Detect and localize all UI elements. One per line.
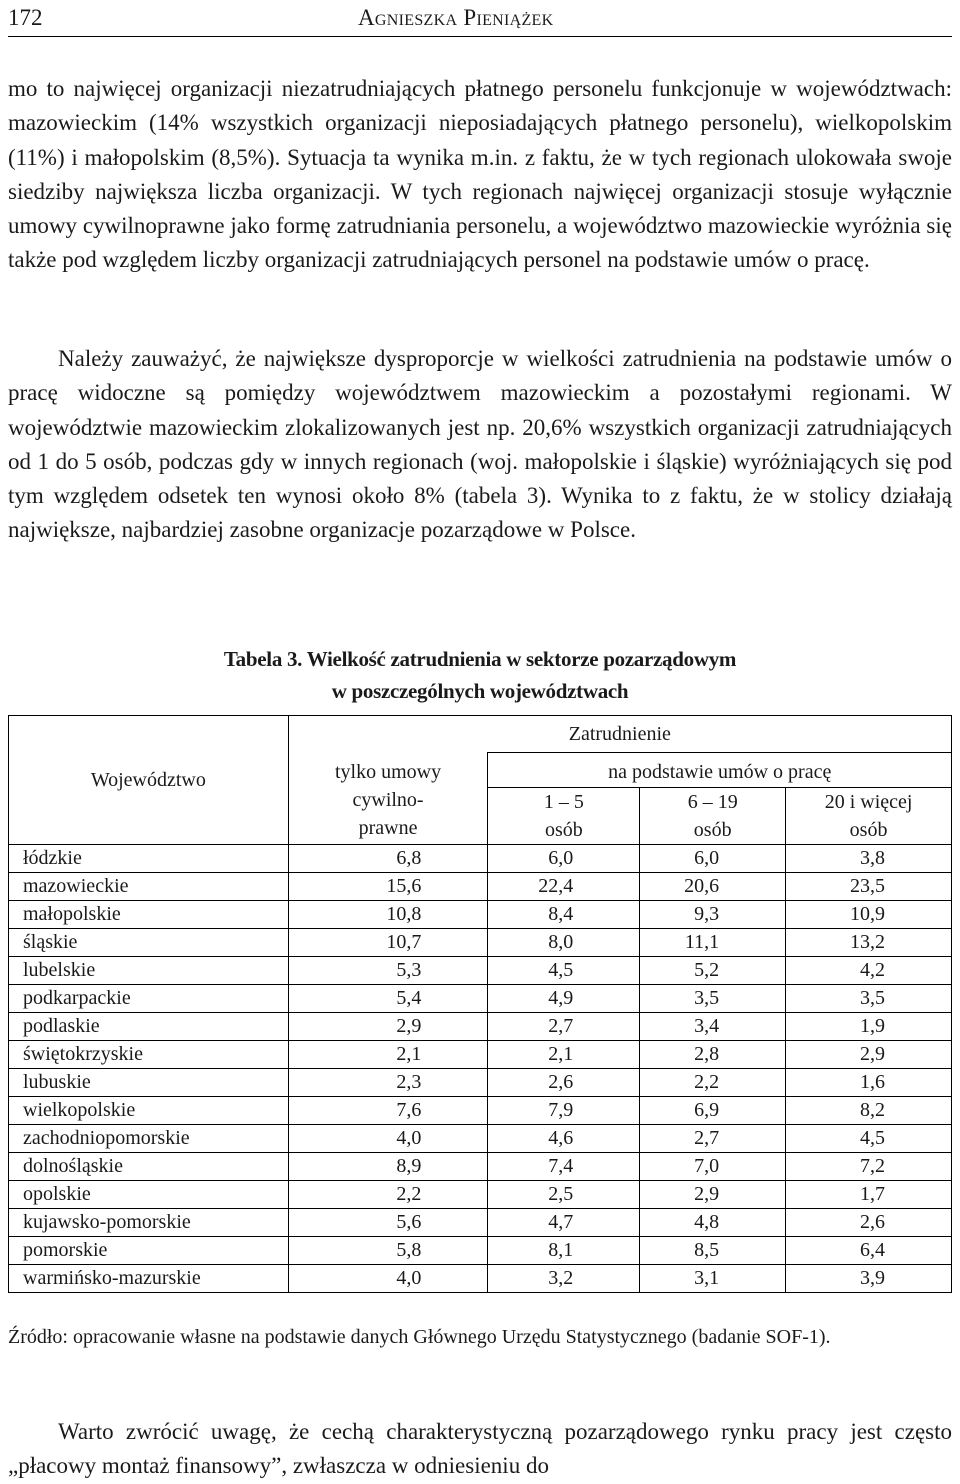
region-name-cell: lubuskie xyxy=(9,1069,289,1097)
region-name-cell: śląskie xyxy=(9,929,289,957)
header-6-19-line-2: osób xyxy=(693,819,732,841)
table-row xyxy=(9,957,952,985)
table-row xyxy=(9,985,952,1013)
value-cell: 7,6 xyxy=(288,1097,488,1125)
table-row xyxy=(9,1097,952,1125)
table-row xyxy=(9,845,952,873)
table-row xyxy=(9,873,952,901)
value-cell: 1,7 xyxy=(786,1181,952,1209)
table-caption-line-1: Tabela 3. Wielkość zatrudnienia w sektorze pozarządowym xyxy=(223,647,737,671)
value-cell: 7,9 xyxy=(488,1097,640,1125)
value-cell: 2,1 xyxy=(488,1041,640,1069)
value-cell: 3,9 xyxy=(786,1265,952,1293)
table-row xyxy=(9,1069,952,1097)
value-cell: 3,5 xyxy=(640,985,786,1013)
header-1-5-line-2: osób xyxy=(544,819,583,841)
value-cell: 4,7 xyxy=(488,1209,640,1237)
value-cell: 7,0 xyxy=(640,1153,786,1181)
value-cell: 5,2 xyxy=(640,957,786,985)
header-20-plus-line-1: 20 i więcej xyxy=(824,791,913,813)
table-row xyxy=(9,901,952,929)
table-source-note: Źródło: opracowanie własne na podstawie danych Głównego Urzędu Statystycznego (badanie SOF-1). xyxy=(8,1326,831,1348)
header-civil-only-line-2: cywilno- xyxy=(352,789,424,812)
value-cell: 23,5 xyxy=(786,873,952,901)
region-name-cell: zachodniopomorskie xyxy=(9,1125,289,1153)
value-cell: 22,4 xyxy=(488,873,640,901)
table-header xyxy=(9,716,952,845)
region-name-cell: podkarpackie xyxy=(9,985,289,1013)
table-row xyxy=(9,1041,952,1069)
value-cell: 6,0 xyxy=(640,845,786,873)
region-name-cell: pomorskie xyxy=(9,1237,289,1265)
region-name-cell: świętokrzyskie xyxy=(9,1041,289,1069)
value-cell: 2,9 xyxy=(288,1013,488,1041)
header-employment: Zatrudnienie xyxy=(288,716,951,753)
paragraph-1: mo to najwięcej organizacji niezatrudniających płatnego personelu funkcjonuje w województwach: mazowieckim (14% wszystkich organizacji nieposiadających płatnego personelu), wielkopolskim (11%) i małopolskim (8,5%). Sytuacja ta wynika m.in. z faktu, że w tych regionach ulokowała swoje siedziby największa liczba organizacji. W tych regionach najwięcej organizacji stosuje wyłącznie umowy cywilnoprawne jako formę zatrudniania personelu, a województwo mazowieckie wyróżnia się także pod względem liczby organizacji zatrudniających personel na podstawie umów o pracę. xyxy=(8,76,952,273)
value-cell: 3,2 xyxy=(488,1265,640,1293)
value-cell: 3,1 xyxy=(640,1265,786,1293)
header-20-plus-line-2: osób xyxy=(849,819,888,841)
region-name-cell: podlaskie xyxy=(9,1013,289,1041)
header-20-plus xyxy=(786,788,952,845)
value-cell: 7,2 xyxy=(786,1153,952,1181)
value-cell: 4,5 xyxy=(488,957,640,985)
value-cell: 4,6 xyxy=(488,1125,640,1153)
value-cell: 5,4 xyxy=(288,985,488,1013)
table-row xyxy=(9,1209,952,1237)
value-cell: 8,9 xyxy=(288,1153,488,1181)
table-row xyxy=(9,929,952,957)
region-name-cell: łódzkie xyxy=(9,845,289,873)
region-name-cell: małopolskie xyxy=(9,901,289,929)
value-cell: 11,1 xyxy=(640,929,786,957)
value-cell: 10,9 xyxy=(786,901,952,929)
table-row xyxy=(9,1237,952,1265)
value-cell: 20,6 xyxy=(640,873,786,901)
value-cell: 10,8 xyxy=(288,901,488,929)
header-6-19-line-1: 6 – 19 xyxy=(687,791,738,813)
value-cell: 2,3 xyxy=(288,1069,488,1097)
header-region: Województwo xyxy=(9,716,289,845)
header-civil-only-line-1: tylko umowy xyxy=(334,761,442,784)
value-cell: 4,0 xyxy=(288,1265,488,1293)
value-cell: 2,5 xyxy=(488,1181,640,1209)
region-name-cell: dolnośląskie xyxy=(9,1153,289,1181)
page-header xyxy=(8,0,952,37)
value-cell: 5,3 xyxy=(288,957,488,985)
table-caption-line-2: w poszczególnych województwach xyxy=(331,679,629,703)
value-cell: 4,0 xyxy=(288,1125,488,1153)
value-cell: 2,7 xyxy=(640,1125,786,1153)
region-name-cell: mazowieckie xyxy=(9,873,289,901)
region-name-cell: wielkopolskie xyxy=(9,1097,289,1125)
value-cell: 6,0 xyxy=(488,845,640,873)
value-cell: 1,6 xyxy=(786,1069,952,1097)
value-cell: 5,8 xyxy=(288,1237,488,1265)
value-cell: 13,2 xyxy=(786,929,952,957)
value-cell: 15,6 xyxy=(288,873,488,901)
value-cell: 7,4 xyxy=(488,1153,640,1181)
value-cell: 8,2 xyxy=(786,1097,952,1125)
value-cell: 4,2 xyxy=(786,957,952,985)
value-cell: 4,8 xyxy=(640,1209,786,1237)
table-row xyxy=(9,1013,952,1041)
paragraph-3: Warto zwrócić uwagę, że cechą charakterystyczną pozarządowego rynku pracy jest często „płacowy montaż finansowy”, zwłaszcza w odniesieniu do xyxy=(8,1419,952,1479)
region-name-cell: lubelskie xyxy=(9,957,289,985)
value-cell: 5,6 xyxy=(288,1209,488,1237)
employment-table xyxy=(8,715,952,1293)
header-1-5 xyxy=(488,788,640,845)
value-cell: 2,7 xyxy=(488,1013,640,1041)
value-cell: 10,7 xyxy=(288,929,488,957)
table-row xyxy=(9,1265,952,1293)
table-row xyxy=(9,1125,952,1153)
value-cell: 8,5 xyxy=(640,1237,786,1265)
region-name-cell: kujawsko-pomorskie xyxy=(9,1209,289,1237)
value-cell: 4,9 xyxy=(488,985,640,1013)
region-name-cell: opolskie xyxy=(9,1181,289,1209)
value-cell: 2,9 xyxy=(786,1041,952,1069)
value-cell: 8,1 xyxy=(488,1237,640,1265)
value-cell: 3,5 xyxy=(786,985,952,1013)
value-cell: 1,9 xyxy=(786,1013,952,1041)
value-cell: 3,8 xyxy=(786,845,952,873)
value-cell: 2,1 xyxy=(288,1041,488,1069)
value-cell: 9,3 xyxy=(640,901,786,929)
value-cell: 2,2 xyxy=(288,1181,488,1209)
table-row xyxy=(9,1153,952,1181)
header-contract: na podstawie umów o pracę xyxy=(488,753,952,788)
value-cell: 4,5 xyxy=(786,1125,952,1153)
header-civil-only xyxy=(288,753,488,845)
paragraph-2: Należy zauważyć, że największe dysproporcje w wielkości zatrudnienia na podstawie umów o pracę widoczne są pomiędzy województwem mazowieckim a pozostałymi regionami. W województwie mazowieckim zlokalizowanych jest np. 20,6% wszystkich organizacji zatrudniających od 1 do 5 osób, podczas gdy w innych regionach (woj. małopolskie i śląskie) wyróżniających się pod tym względem odsetek ten wynosi około 8% (tabela 3). Wynika to z faktu, że w stolicy działają największe, najbardziej zasobne organizacje pozarządowe w Polsce. xyxy=(8,346,952,543)
value-cell: 3,4 xyxy=(640,1013,786,1041)
value-cell: 2,8 xyxy=(640,1041,786,1069)
value-cell: 6,4 xyxy=(786,1237,952,1265)
value-cell: 6,8 xyxy=(288,845,488,873)
header-1-5-line-1: 1 – 5 xyxy=(543,791,584,813)
table-body xyxy=(9,845,952,1293)
table-caption xyxy=(0,643,960,707)
value-cell: 6,9 xyxy=(640,1097,786,1125)
region-name-cell: warmińsko-mazurskie xyxy=(9,1265,289,1293)
table-row xyxy=(9,1181,952,1209)
value-cell: 2,6 xyxy=(488,1069,640,1097)
value-cell: 2,9 xyxy=(640,1181,786,1209)
value-cell: 8,4 xyxy=(488,901,640,929)
header-6-19 xyxy=(640,788,786,845)
page-number: 172 xyxy=(8,5,43,30)
value-cell: 2,6 xyxy=(786,1209,952,1237)
header-civil-only-line-3: prawne xyxy=(358,817,418,840)
value-cell: 2,2 xyxy=(640,1069,786,1097)
running-head-author: Agnieszka Pieniążek xyxy=(358,5,554,30)
value-cell: 8,0 xyxy=(488,929,640,957)
